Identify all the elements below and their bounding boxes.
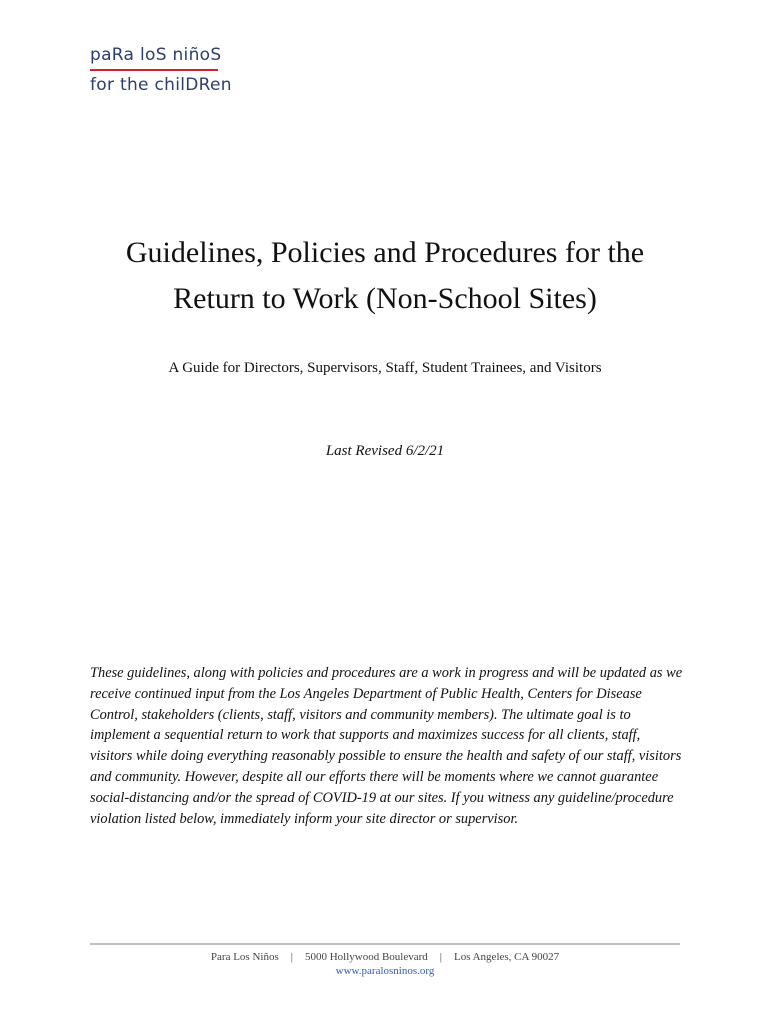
footer-city: Los Angeles, CA 90027 — [453, 951, 560, 963]
logo-divider — [90, 69, 218, 71]
document-title — [60, 230, 710, 322]
last-revised-date: Last Revised 6/2/21 — [325, 443, 445, 459]
logo-text-english: for the chilDRen — [90, 75, 232, 95]
title-line-2: Return to Work (Non-School Sites) — [173, 282, 597, 315]
footer-separator: | — [439, 951, 442, 963]
page-footer — [90, 950, 680, 965]
footer-separator: | — [290, 951, 293, 963]
footer-org: Para Los Niños — [210, 951, 279, 963]
footer-website-link[interactable]: www.paralosninos.org — [335, 965, 435, 977]
intro-paragraph: These guidelines, along with policies and procedures are a work in progress and will be updated as we receive continued input from the Los Angeles Department of Public Health, Centers for Disease Control, stakeholders (clients, staff, visitors and community members). The ultimate goal is to implement a sequential return to work that supports and maximizes success for all clients, staff, visitors while doing everything reasonably possible to ensure the health and safety of our staff, visitors and community. However, despite all our efforts there will be moments where we cannot guarantee social-distancing and/or the spread of COVID-19 at our sites. If you witness any guideline/procedure violation listed below, immediately inform your site director or supervisor. — [90, 665, 683, 827]
footer-divider — [90, 943, 680, 945]
title-line-1: Guidelines, Policies and Procedures for the — [125, 236, 645, 269]
document-subtitle: A Guide for Directors, Supervisors, Staff, Student Trainees, and Visitors — [168, 360, 602, 376]
footer-address: 5000 Hollywood Boulevard — [304, 951, 428, 963]
org-logo — [90, 44, 232, 96]
logo-text-spanish: paRa loS niñoS — [90, 45, 222, 65]
